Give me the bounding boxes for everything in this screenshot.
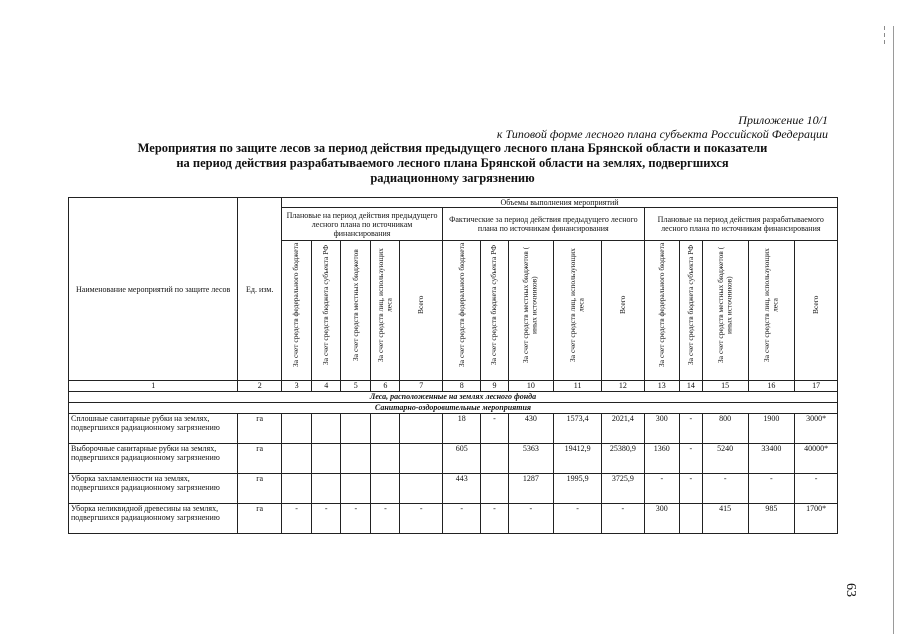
value-cell: 1995,9	[554, 474, 602, 504]
column-number: 11	[554, 381, 602, 392]
page-edge-mark	[884, 40, 885, 44]
value-cell	[282, 474, 312, 504]
section-heading: Леса, расположенные на землях лесного фонда	[69, 392, 838, 403]
subsection-heading: Санитарно-оздоровительные мероприятия	[69, 403, 838, 414]
activity-name: Уборка захламленности на землях, подвергшихся радиационному загрязнению	[69, 474, 238, 504]
value-cell: -	[443, 504, 481, 534]
value-cell: -	[644, 474, 679, 504]
table-body	[69, 414, 838, 534]
page-number: 63	[843, 583, 858, 597]
header-group-actual: Фактические за период действия предыдущего лесного плана по источникам финансирования	[443, 208, 645, 241]
value-cell: 300	[644, 414, 679, 444]
page-edge-line	[893, 26, 894, 634]
header-activity-name: Наименование мероприятий по защите лесов	[69, 198, 238, 381]
column-number: 6	[371, 381, 400, 392]
value-cell: -	[400, 504, 443, 534]
value-cell: 985	[748, 504, 795, 534]
value-cell: -	[602, 504, 645, 534]
column-number: 16	[748, 381, 795, 392]
value-cell	[312, 474, 341, 504]
table-row	[69, 474, 838, 504]
column-number: 2	[238, 381, 282, 392]
header-source: За счет средств федерального бюджета	[456, 242, 466, 368]
activity-name: Выборочные санитарные рубки на землях, подвергшихся радиационному загрязнению	[69, 444, 238, 474]
column-number: 12	[602, 381, 645, 392]
page-edge-mark	[884, 33, 885, 37]
header-source: За счет средств бюджета субъекта РФ	[320, 244, 330, 366]
value-cell: -	[312, 504, 341, 534]
document-title-line-1: Мероприятия по защите лесов за период действия предыдущего лесного плана Брянской области и показатели	[137, 141, 768, 155]
appendix-label: Приложение 10/1	[738, 113, 828, 127]
header-source: За счет средств местных бюджетов	[350, 249, 360, 361]
column-numbers-row	[69, 381, 838, 392]
value-cell: -	[371, 504, 400, 534]
value-cell: 1360	[644, 444, 679, 474]
column-number: 15	[702, 381, 748, 392]
value-cell	[481, 444, 508, 474]
value-cell: -	[481, 504, 508, 534]
value-cell	[400, 414, 443, 444]
value-cell	[282, 414, 312, 444]
value-cell: 800	[702, 414, 748, 444]
header-source: За счет средств бюджета субъекта РФ	[489, 244, 499, 366]
column-number: 10	[508, 381, 554, 392]
column-number: 5	[341, 381, 371, 392]
header-source: За счет средств местных бюджетов ( иных источников)	[521, 246, 539, 364]
value-cell	[679, 504, 702, 534]
value-cell: -	[554, 504, 602, 534]
column-number: 3	[282, 381, 312, 392]
value-cell	[371, 444, 400, 474]
header-source: Всего	[416, 295, 425, 315]
value-cell	[312, 414, 341, 444]
header-source: За счет средств федерального бюджета	[291, 242, 301, 368]
value-cell	[371, 414, 400, 444]
value-cell: 40000*	[795, 444, 838, 474]
value-cell: 2021,4	[602, 414, 645, 444]
value-cell	[312, 444, 341, 474]
value-cell: 33400	[748, 444, 795, 474]
value-cell: 1287	[508, 474, 554, 504]
value-cell	[481, 474, 508, 504]
header-source: Всего	[810, 295, 820, 315]
value-cell: 1573,4	[554, 414, 602, 444]
value-cell: -	[341, 504, 371, 534]
value-cell: 25380,9	[602, 444, 645, 474]
value-cell: 300	[644, 504, 679, 534]
value-cell: -	[795, 474, 838, 504]
value-cell: -	[748, 474, 795, 504]
value-cell	[341, 474, 371, 504]
column-number: 8	[443, 381, 481, 392]
unit-cell: га	[238, 504, 282, 534]
table-row	[69, 444, 838, 474]
header-group-previous-plan: Плановые на период действия предыдущего лесного плана по источникам финансирования	[282, 208, 443, 241]
unit-cell: га	[238, 414, 282, 444]
column-number: 13	[644, 381, 679, 392]
value-cell: -	[679, 414, 702, 444]
column-number: 17	[795, 381, 838, 392]
value-cell: 18	[443, 414, 481, 444]
unit-cell: га	[238, 444, 282, 474]
value-cell	[400, 444, 443, 474]
table-row	[69, 414, 838, 444]
value-cell: -	[508, 504, 554, 534]
header-unit: Ед. изм.	[238, 198, 282, 381]
unit-cell: га	[238, 474, 282, 504]
column-number: 9	[481, 381, 508, 392]
column-number: 1	[69, 381, 238, 392]
value-cell: 5363	[508, 444, 554, 474]
value-cell: 1900	[748, 414, 795, 444]
header-source: За счет средств лиц, использующих леса	[761, 248, 780, 362]
header-volumes: Объемы выполнения мероприятий	[282, 198, 838, 208]
value-cell: -	[679, 444, 702, 474]
value-cell	[341, 444, 371, 474]
activity-name: Сплошные санитарные рубки на землях, подвергшихся радиационному загрязнению	[69, 414, 238, 444]
value-cell	[282, 444, 312, 474]
value-cell	[341, 414, 371, 444]
value-cell: 1700*	[795, 504, 838, 534]
forest-protection-table	[68, 197, 838, 534]
value-cell: -	[702, 474, 748, 504]
header-source: За счет средств федерального бюджета	[656, 242, 666, 368]
value-cell: -	[679, 474, 702, 504]
value-cell: 19412,9	[554, 444, 602, 474]
value-cell: 443	[443, 474, 481, 504]
value-cell: 3000*	[795, 414, 838, 444]
table-row	[69, 504, 838, 534]
value-cell: 605	[443, 444, 481, 474]
header-group-new-plan: Плановые на период действия разрабатываемого лесного плана по источникам финансирования	[644, 208, 837, 241]
document-title-line-3: радиационному загрязнению	[370, 171, 535, 185]
value-cell: 5240	[702, 444, 748, 474]
page-edge-mark	[884, 26, 885, 30]
header-source: За счет средств лиц, использующих леса	[375, 248, 394, 362]
value-cell: 415	[702, 504, 748, 534]
appendix-reference: к Типовой форме лесного плана субъекта Российской Федерации	[496, 127, 828, 141]
document-title-line-2: на период действия разрабатываемого лесного плана Брянской области на землях, подвергшихся	[176, 156, 729, 170]
value-cell	[400, 474, 443, 504]
header-source: За счет средств местных бюджетов ( иных источников)	[715, 246, 734, 364]
header-source: За счет средств лиц, использующих леса	[568, 248, 586, 362]
column-number: 14	[679, 381, 702, 392]
value-cell: 3725,9	[602, 474, 645, 504]
activity-name: Уборка неликвидной древесины на землях, подвергшихся радиационному загрязнению	[69, 504, 238, 534]
value-cell	[371, 474, 400, 504]
column-number: 7	[400, 381, 443, 392]
value-cell: 430	[508, 414, 554, 444]
header-source: За счет средств бюджета субъекта РФ	[685, 244, 695, 366]
value-cell: -	[282, 504, 312, 534]
header-source: Всего	[617, 295, 627, 315]
value-cell: -	[481, 414, 508, 444]
column-number: 4	[312, 381, 341, 392]
